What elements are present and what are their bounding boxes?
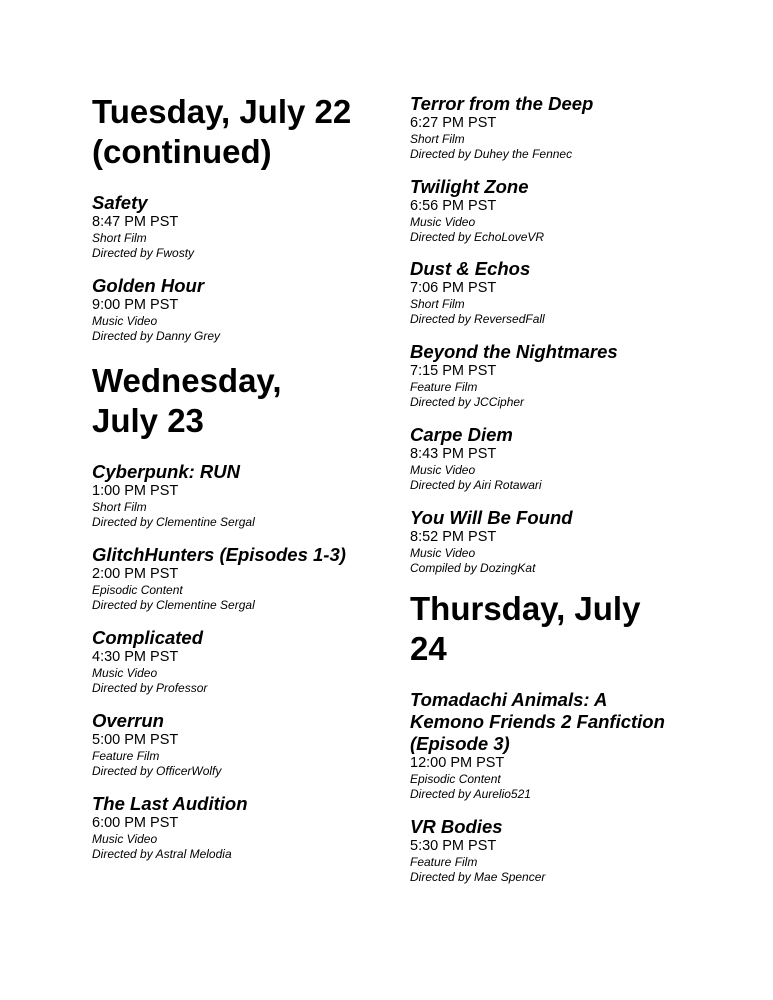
- entry-credit: Directed by EchoLoveVR: [410, 230, 545, 244]
- entry-credit: Directed by Professor: [92, 681, 208, 695]
- day-heading-line: Tuesday, July 22: [92, 93, 352, 130]
- entry-time: 6:27 PM PST: [410, 115, 497, 131]
- entry-type: Feature Film: [92, 749, 160, 763]
- entry-title: Tomadachi Animals: A: [410, 689, 608, 710]
- schedule-entry-overrun: [92, 710, 392, 779]
- entry-time: 4:30 PM PST: [92, 649, 179, 665]
- day-heading-wednesday: [92, 361, 392, 441]
- entry-time: 1:00 PM PST: [92, 483, 179, 499]
- entry-type: Short Film: [410, 132, 465, 146]
- schedule-entry-terror-from-the-deep: [410, 93, 755, 162]
- entry-title: GlitchHunters (Episodes 1-3): [92, 544, 346, 565]
- entry-type: Music Video: [92, 666, 158, 680]
- entry-title: Beyond the Nightmares: [410, 341, 618, 362]
- schedule-entry-the-last-audition: [92, 793, 392, 862]
- schedule-entry-glitchhunters: [92, 544, 392, 613]
- entry-time: 12:00 PM PST: [410, 755, 505, 771]
- schedule-entry-cyberpunk-run: [92, 461, 392, 530]
- entry-time: 8:52 PM PST: [410, 529, 497, 545]
- entry-time: 6:00 PM PST: [92, 815, 179, 831]
- entry-title: Carpe Diem: [410, 424, 513, 445]
- entry-credit: Directed by Mae Spencer: [410, 870, 546, 884]
- schedule-entry-safety: [92, 192, 392, 261]
- entry-title: Terror from the Deep: [410, 93, 594, 114]
- entry-credit: Directed by Astral Melodia: [92, 847, 232, 861]
- schedule-entry-golden-hour: [92, 275, 392, 344]
- entry-type: Music Video: [92, 832, 158, 846]
- entry-title: Cyberpunk: RUN: [92, 461, 241, 482]
- entry-credit: Directed by Danny Grey: [92, 329, 221, 343]
- day-heading-tuesday: [92, 92, 392, 172]
- entry-credit: Directed by Clementine Sergal: [92, 598, 255, 612]
- entry-credit: Directed by Fwosty: [92, 246, 195, 260]
- entry-credit: Directed by Duhey the Fennec: [410, 147, 573, 161]
- entry-title: The Last Audition: [92, 793, 248, 814]
- day-heading-line: (continued): [92, 133, 272, 170]
- entry-title: Overrun: [92, 710, 164, 731]
- schedule-entry-twilight-zone: [410, 176, 755, 245]
- entry-title: Dust & Echos: [410, 258, 531, 279]
- entry-time: 6:56 PM PST: [410, 198, 497, 214]
- entry-type: Episodic Content: [410, 772, 501, 786]
- entry-type: Feature Film: [410, 380, 478, 394]
- schedule-entry-complicated: [92, 627, 392, 696]
- entry-credit: Compiled by DozingKat: [410, 561, 536, 575]
- schedule-entry-beyond-the-nightmares: [410, 341, 755, 410]
- entry-type: Music Video: [410, 546, 476, 560]
- entry-type: Short Film: [410, 297, 465, 311]
- day-heading-line: July 23: [92, 402, 204, 439]
- entry-title: (Episode 3): [410, 733, 510, 754]
- entry-title: Kemono Friends 2 Fanfiction: [410, 711, 665, 732]
- entry-time: 7:15 PM PST: [410, 363, 497, 379]
- entry-credit: Directed by JCCipher: [410, 395, 525, 409]
- entry-credit: Directed by OfficerWolfy: [92, 764, 222, 778]
- entry-title: You Will Be Found: [410, 507, 573, 528]
- entry-time: 7:06 PM PST: [410, 280, 497, 296]
- entry-time: 2:00 PM PST: [92, 566, 179, 582]
- entry-type: Music Video: [410, 463, 476, 477]
- entry-title: Safety: [92, 192, 148, 213]
- day-heading-thursday: [410, 589, 755, 669]
- entry-time: 8:47 PM PST: [92, 214, 179, 230]
- entry-type: Music Video: [92, 314, 158, 328]
- entry-type: Episodic Content: [92, 583, 183, 597]
- entry-credit: Directed by Clementine Sergal: [92, 515, 255, 529]
- schedule-entry-carpe-diem: [410, 424, 755, 493]
- day-heading-line: Wednesday,: [92, 362, 282, 399]
- day-heading-line: 24: [410, 630, 447, 667]
- entry-type: Music Video: [410, 215, 476, 229]
- entry-title: Twilight Zone: [410, 176, 529, 197]
- schedule-entry-vr-bodies: [410, 816, 755, 885]
- entry-type: Feature Film: [410, 855, 478, 869]
- entry-title: VR Bodies: [410, 816, 503, 837]
- entry-title: Complicated: [92, 627, 204, 648]
- entry-credit: Directed by ReversedFall: [410, 312, 545, 326]
- entry-credit: Directed by Airi Rotawari: [410, 478, 542, 492]
- entry-time: 5:30 PM PST: [410, 838, 497, 854]
- entry-time: 8:43 PM PST: [410, 446, 497, 462]
- schedule-entry-you-will-be-found: [410, 507, 755, 576]
- entry-type: Short Film: [92, 231, 147, 245]
- entry-type: Short Film: [92, 500, 147, 514]
- day-heading-line: Thursday, July: [410, 590, 641, 627]
- entry-credit: Directed by Aurelio521: [410, 787, 531, 801]
- entry-time: 5:00 PM PST: [92, 732, 179, 748]
- entry-title: Golden Hour: [92, 275, 205, 296]
- schedule-entry-dust-and-echos: [410, 258, 755, 327]
- entry-time: 9:00 PM PST: [92, 297, 179, 313]
- schedule-entry-tomadachi-animals: [410, 689, 755, 802]
